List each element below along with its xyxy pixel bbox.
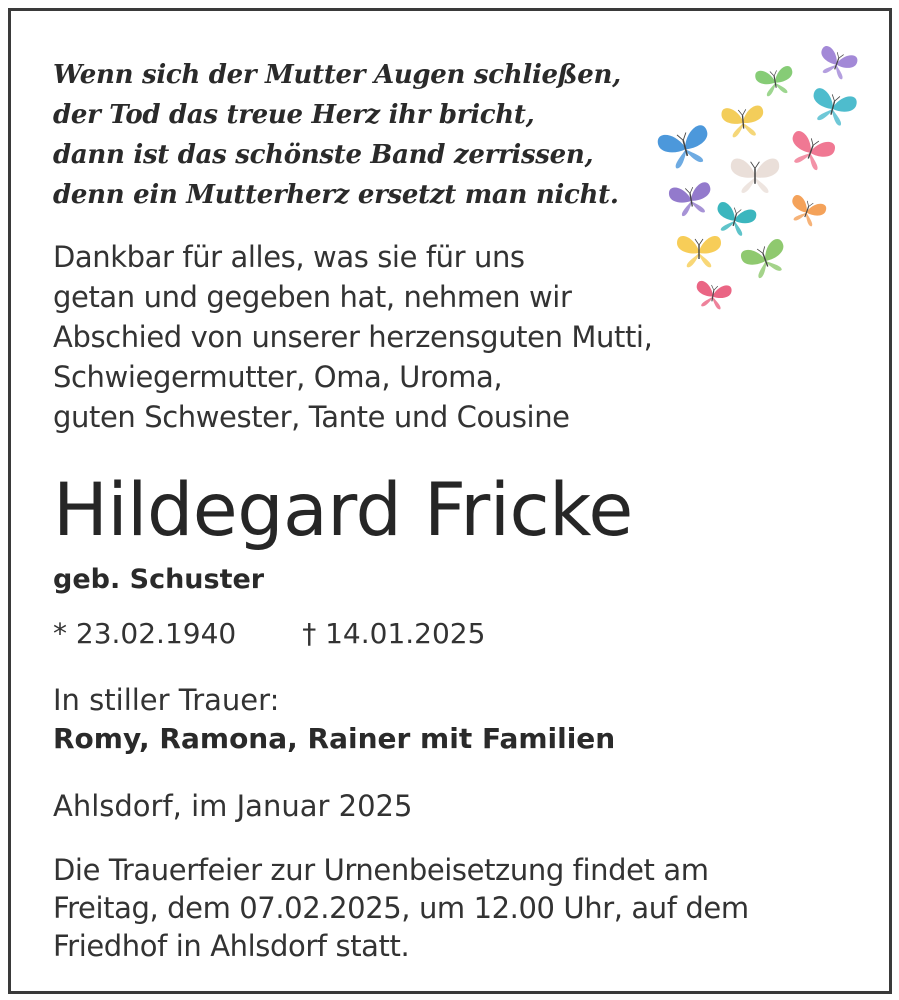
mourner-names: Romy, Ramona, Rainer mit Familien <box>53 722 616 755</box>
butterfly-icon <box>785 129 837 173</box>
butterfly-icon <box>668 181 714 218</box>
butterfly-icon <box>712 201 758 238</box>
obituary-frame <box>8 8 892 994</box>
life-dates <box>53 614 485 654</box>
butterflies-icon <box>647 37 877 327</box>
poem <box>53 55 621 215</box>
funeral-line: Friedhof in Ahlsdorf statt. <box>53 929 410 963</box>
poem-line: dann ist das schönste Band zerrissen, <box>53 140 594 170</box>
butterfly-icon <box>693 280 732 311</box>
butterfly-icon <box>815 45 859 83</box>
butterfly-icon <box>754 65 795 98</box>
intro-line: Dankbar für alles, was sie für uns <box>53 240 525 274</box>
butterfly-icon <box>808 87 859 129</box>
funeral-line: Freitag, dem 07.02.2025, um 12.00 Uhr, auf dem <box>53 891 749 925</box>
place-date: Ahlsdorf, im Januar 2025 <box>53 789 413 823</box>
butterfly-icon <box>656 124 714 172</box>
funeral-notice <box>53 851 749 965</box>
intro-line: Abschied von unserer herzensguten Mutti, <box>53 320 653 354</box>
butterfly-icon <box>721 105 765 138</box>
butterfly-icon <box>739 237 791 281</box>
butterfly-icon <box>786 194 828 230</box>
poem-line: der Tod das treue Herz ihr bricht, <box>53 100 535 130</box>
intro-line: Schwiegermutter, Oma, Uroma, <box>53 360 503 394</box>
butterfly-icon <box>677 236 721 267</box>
intro-line: getan und gegeben hat, nehmen wir <box>53 280 572 314</box>
funeral-line: Die Trauerfeier zur Urnenbeisetzung findet am <box>53 853 709 887</box>
mourning-label: In stiller Trauer: <box>53 683 280 717</box>
butterfly-icon <box>731 159 779 193</box>
intro-line: guten Schwester, Tante und Cousine <box>53 400 570 434</box>
deceased-name: Hildegard Fricke <box>53 468 633 553</box>
poem-line: denn ein Mutterherz ersetzt man nicht. <box>53 180 619 210</box>
birth-date: * 23.02.1940 <box>53 617 237 650</box>
birth-name: geb. Schuster <box>53 564 265 595</box>
poem-line: Wenn sich der Mutter Augen schließen, <box>53 60 621 90</box>
death-date: † 14.01.2025 <box>302 617 486 650</box>
intro-text <box>53 237 652 437</box>
